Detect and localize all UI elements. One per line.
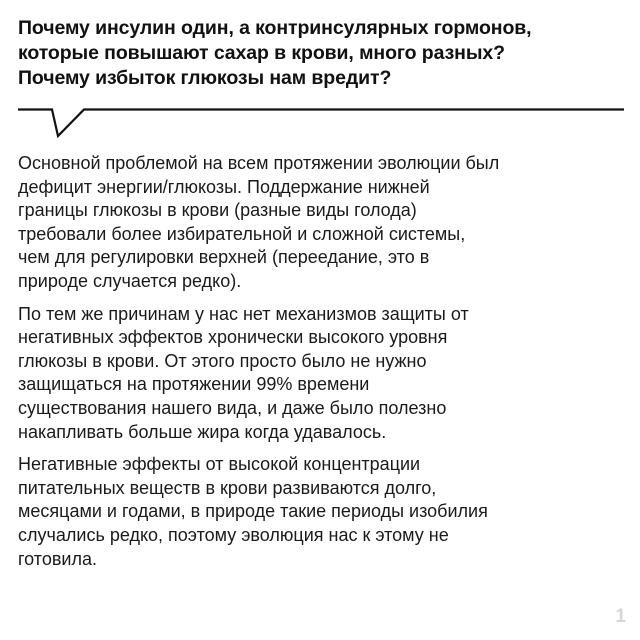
paragraph: [18, 303, 624, 445]
text-line: защищаться на протяжении 99% времени: [18, 374, 370, 395]
text-line: границы глюкозы в крови (разные виды голода): [18, 200, 417, 221]
heading-line: которые повышают сахар в крови, много разных?: [18, 42, 505, 64]
paragraph: [18, 152, 624, 294]
text-line: существования нашего вида, и даже было полезно: [18, 397, 447, 418]
text-line: чем для регулировки верхней (переедание, это в: [18, 247, 430, 268]
text-line: требовали более избирательной и сложной системы,: [18, 223, 466, 244]
text-line: готовила.: [18, 548, 97, 569]
text-line: Негативные эффекты от высокой концентрации: [18, 454, 421, 475]
text-line: Основной проблемой на всем протяжении эволюции был: [18, 153, 500, 173]
text-line: глюкозы в крови. От этого просто было не нужно: [18, 350, 427, 371]
text-line: накапливать больше жира когда удавалось.: [18, 421, 387, 442]
speech-bubble-divider: [18, 108, 624, 138]
heading-line: Почему инсулин один, а контринсулярных гормонов,: [18, 17, 532, 39]
heading-line: Почему избыток глюкозы нам вредит?: [18, 67, 392, 89]
text-line: негативных эффектов хронически высокого уровня: [18, 327, 448, 348]
page-number: 1: [615, 606, 626, 627]
text-line: дефицит энергии/глюкозы. Поддержание нижней: [18, 176, 430, 197]
text-line: случались редко, поэтому эволюция нас к этому не: [18, 524, 449, 545]
text-line: питательных веществ в крови развиваются долго,: [18, 477, 437, 498]
text-line: По тем же причинам у нас нет механизмов защиты от: [18, 303, 469, 324]
paragraph: [18, 453, 624, 571]
text-line: месяцами и годами, в природе такие периоды изобилия: [18, 501, 488, 522]
post-body: [18, 152, 624, 580]
post-heading: [18, 16, 630, 91]
text-line: природе случается редко).: [18, 270, 242, 291]
